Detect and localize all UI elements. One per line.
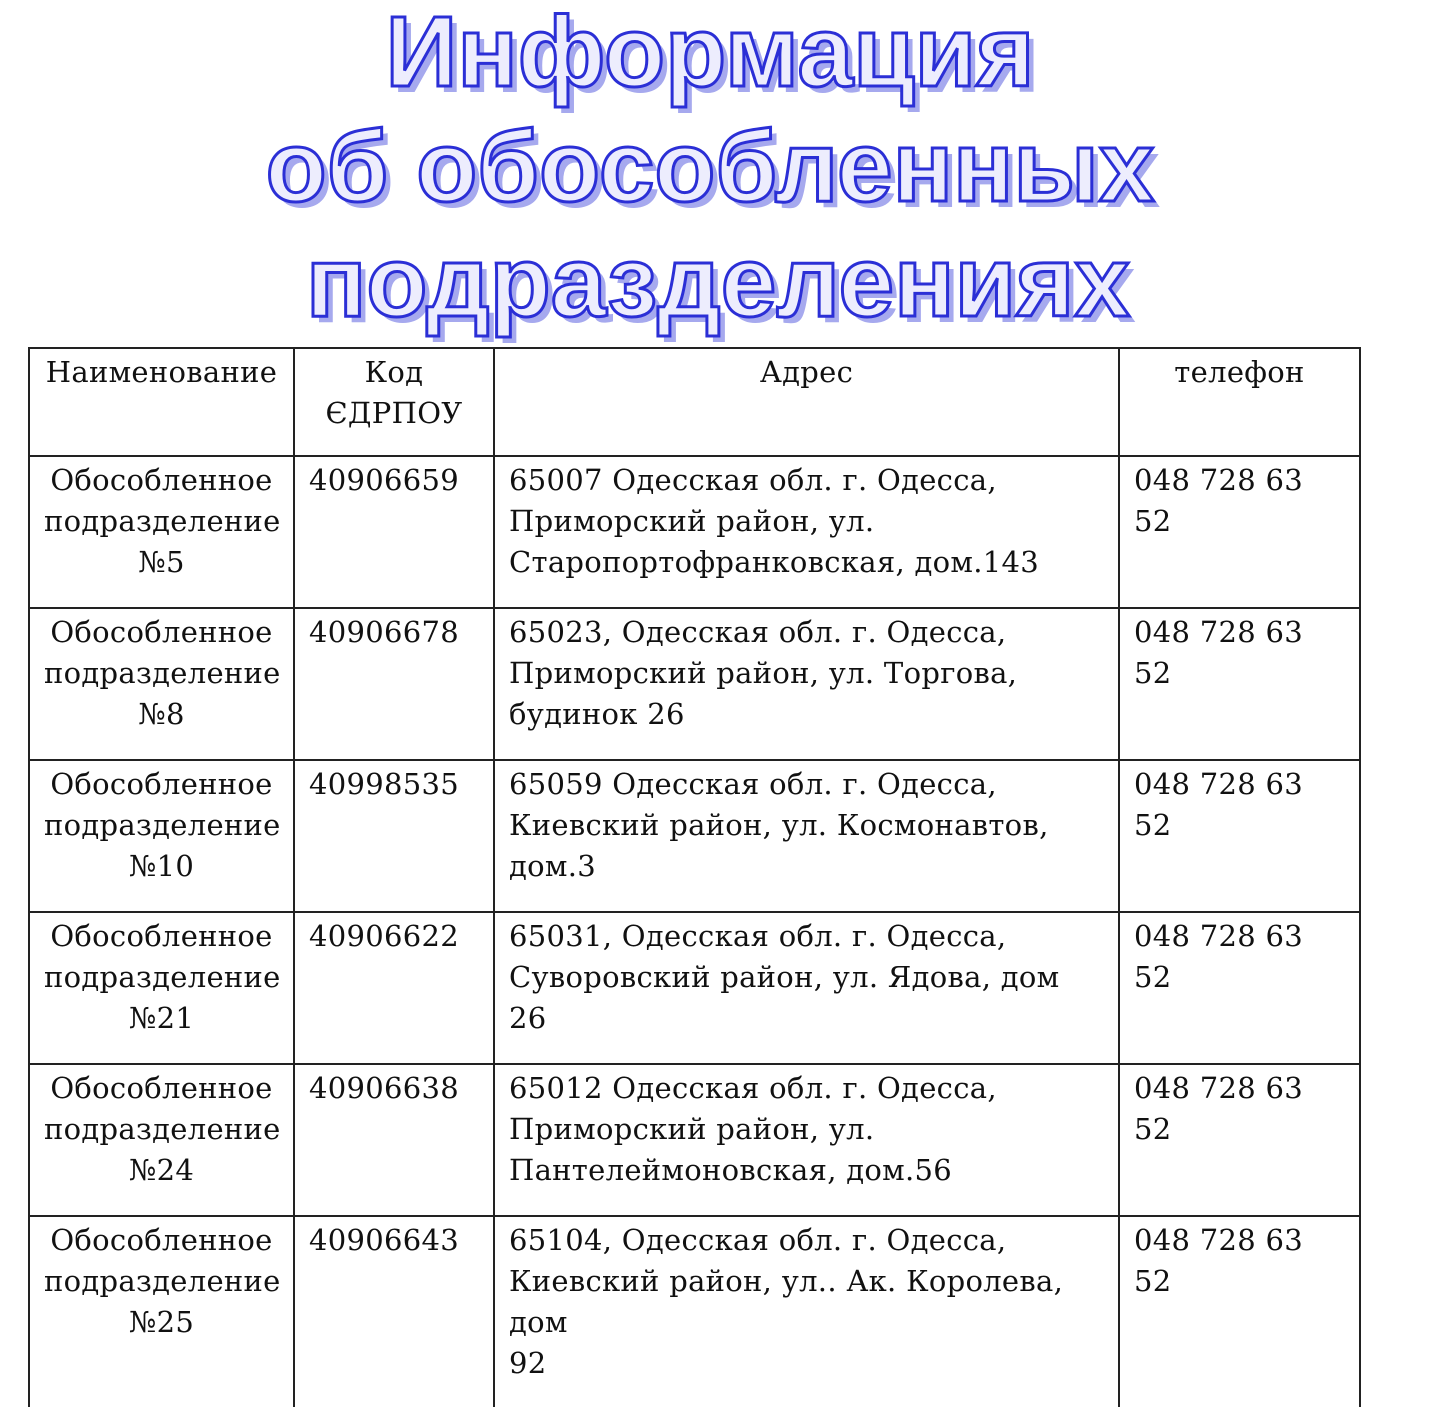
unit-name-line: Обособленное [50, 615, 273, 649]
header-phone-label: телефон [1174, 355, 1305, 389]
address-line: 65059 Одесская обл. г. Одесса, [509, 767, 997, 801]
unit-name-line: подразделение [44, 1264, 281, 1298]
address-line: Старопортофранковская, дом.143 [509, 545, 1040, 579]
address-line: 92 [509, 1346, 547, 1380]
unit-address [494, 912, 1119, 1064]
address-line: 65012 Одесская обл. г. Одесса, [509, 1071, 997, 1105]
header-name [29, 348, 294, 456]
unit-name-line: подразделение [44, 808, 281, 842]
header-code-label-2: ЄДРПОУ [325, 396, 463, 430]
unit-code: 40906678 [294, 608, 494, 760]
unit-phone: 048 728 63 52 [1119, 1064, 1360, 1216]
address-line: Приморский район, ул. [509, 504, 875, 538]
unit-name-line: Обособленное [50, 919, 273, 953]
unit-address [494, 608, 1119, 760]
header-code [294, 348, 494, 456]
header-name-label: Наименование [45, 355, 278, 389]
address-line: будинок 26 [509, 697, 685, 731]
unit-phone: 048 728 63 52 [1119, 608, 1360, 760]
address-line: дом.3 [509, 849, 597, 883]
table-header-row [29, 348, 1360, 456]
title-line-1: Информация [385, 0, 1035, 108]
unit-number: №24 [128, 1153, 195, 1187]
unit-number: №5 [138, 545, 185, 579]
table-row [29, 608, 1360, 760]
unit-phone: 048 728 63 52 [1119, 760, 1360, 912]
address-line: Киевский район, ул.. Ак. Королева, дом [509, 1264, 1064, 1339]
table-row [29, 760, 1360, 912]
address-line: Киевский район, ул. Космонавтов, [509, 808, 1049, 842]
unit-code: 40906643 [294, 1216, 494, 1407]
unit-name [29, 912, 294, 1064]
address-line: 65031, Одесская обл. г. Одесса, [509, 919, 1007, 953]
unit-name-line: подразделение [44, 656, 281, 690]
address-line: Приморский район, ул. [509, 1112, 875, 1146]
title-line-3: подразделениях [305, 226, 1131, 338]
unit-address [494, 456, 1119, 608]
unit-code: 40906638 [294, 1064, 494, 1216]
unit-name-line: Обособленное [50, 463, 273, 497]
address-line: Приморский район, ул. Торгова, [509, 656, 1018, 690]
header-code-label-1: Код [364, 355, 424, 389]
header-address [494, 348, 1119, 456]
subdivisions-table [28, 347, 1361, 1407]
unit-code: 40906622 [294, 912, 494, 1064]
unit-name [29, 1064, 294, 1216]
table-row [29, 456, 1360, 608]
unit-phone: 048 728 63 52 [1119, 456, 1360, 608]
address-line: 65007 Одесская обл. г. Одесса, [509, 463, 997, 497]
unit-address [494, 1216, 1119, 1407]
header-phone [1119, 348, 1360, 456]
unit-phone: 048 728 63 52 [1119, 1216, 1360, 1407]
unit-number: №8 [138, 697, 185, 731]
unit-name [29, 1216, 294, 1407]
unit-name-line: подразделение [44, 1112, 281, 1146]
address-line: Суворовский район, ул. Ядова, дом 26 [509, 960, 1060, 1035]
address-line: Пантелеймоновская, дом.56 [509, 1153, 953, 1187]
unit-name-line: подразделение [44, 960, 281, 994]
table-row [29, 1216, 1360, 1407]
unit-name [29, 760, 294, 912]
unit-name-line: Обособленное [50, 1223, 273, 1257]
page-title [0, 0, 1444, 340]
unit-address [494, 760, 1119, 912]
unit-code: 40998535 [294, 760, 494, 912]
unit-name-line: Обособленное [50, 767, 273, 801]
unit-name [29, 608, 294, 760]
unit-code: 40906659 [294, 456, 494, 608]
table-row [29, 1064, 1360, 1216]
unit-number: №10 [128, 849, 195, 883]
unit-name [29, 456, 294, 608]
address-line: 65104, Одесская обл. г. Одесса, [509, 1223, 1007, 1257]
unit-name-line: Обособленное [50, 1071, 273, 1105]
unit-number: №21 [128, 1001, 195, 1035]
unit-name-line: подразделение [44, 504, 281, 538]
unit-phone: 048 728 63 52 [1119, 912, 1360, 1064]
unit-address [494, 1064, 1119, 1216]
table-row [29, 912, 1360, 1064]
title-line-2: об обособленных [265, 111, 1155, 223]
header-address-label: Адрес [759, 355, 854, 389]
unit-number: №25 [128, 1305, 195, 1339]
address-line: 65023, Одесская обл. г. Одесса, [509, 615, 1007, 649]
